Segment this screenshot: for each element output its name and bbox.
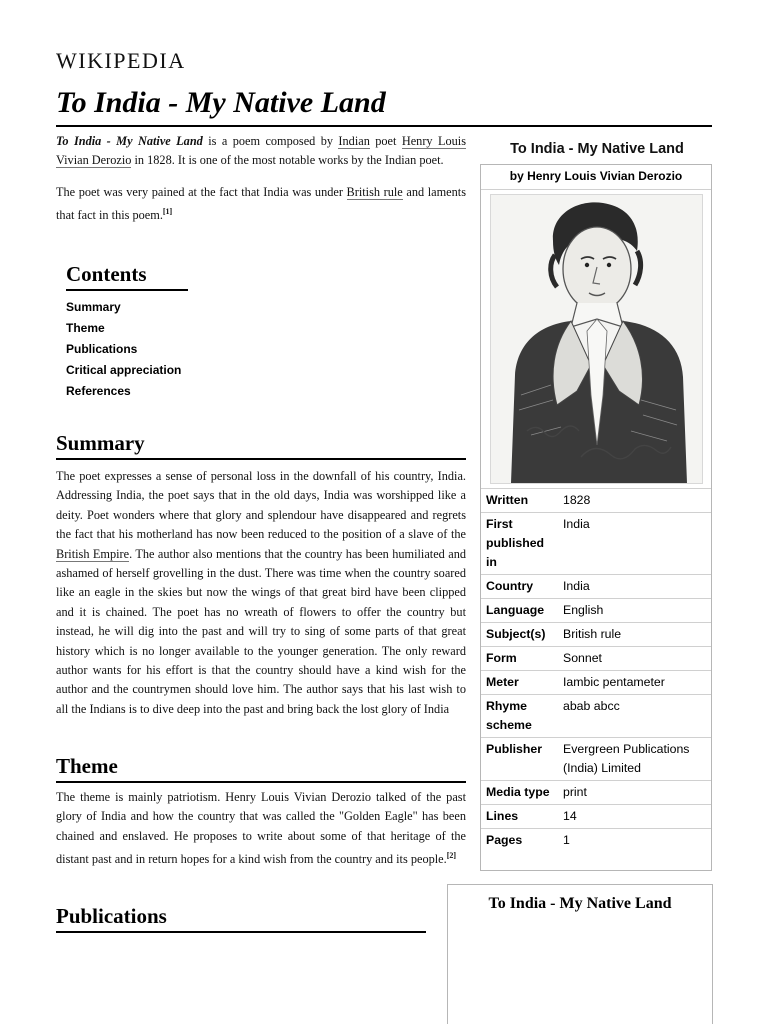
link-derozio[interactable]: Henry Louis Vivian Derozio: [56, 134, 466, 168]
link-british-rule[interactable]: British rule: [346, 184, 403, 199]
navbox-title: To India - My Native Land: [488, 895, 672, 912]
infobox-label: Meter: [486, 675, 519, 689]
intro-paragraph-2: [56, 183, 466, 226]
summary-text: . The author also mentions that the country has been humiliated and ashamed of herself grovelling in the dust. There was time when the country soared like an eagle in the skies but now the wings of that great bird have been clipped and it is chained. The poet has no wreath of flowers to offer the country but instead, he will dig into the past and will try to sing of some parts of that great history which is no longer available to the younger generation. The only reward author wants for his effort is that the country should have a kind wish for the author and the countrymen should love him. The author says that his last wish to all the Indians is to dive deep into the past and bring back the lost glory of India: [56, 546, 467, 716]
toc-item-references[interactable]: References: [66, 384, 131, 398]
infobox: [480, 164, 712, 871]
link-indian[interactable]: Indian: [338, 134, 370, 148]
infobox-row-written: [481, 489, 711, 513]
portrait-illustration: [491, 195, 702, 483]
infobox-row-pages: [481, 829, 711, 852]
infobox-label: Written: [486, 493, 529, 507]
infobox-row-country: [481, 575, 711, 599]
infobox-row-language: [481, 599, 711, 623]
title-divider: [56, 125, 712, 127]
page-title: To India - My Native Land: [56, 86, 386, 119]
toc-heading: Contents: [66, 262, 188, 291]
infobox-row-media-type: [481, 781, 711, 805]
infobox-row-publisher: [481, 738, 711, 781]
intro-text: in 1828. It is one of the most notable works by the Indian poet.: [131, 153, 444, 168]
theme-paragraph: [56, 788, 466, 870]
infobox-row-first-published: [481, 513, 711, 575]
link-british-empire[interactable]: British Empire: [56, 546, 130, 561]
infobox-value: 1: [563, 833, 570, 847]
publications-heading: Publications: [56, 904, 167, 928]
reference-1[interactable]: [1]: [162, 207, 173, 217]
infobox-value: 1828: [563, 493, 591, 507]
infobox-value[interactable]: Iambic pentameter: [563, 675, 665, 689]
infobox-row-form: [481, 647, 711, 671]
summary-heading: Summary: [56, 431, 145, 455]
summary-divider: [56, 458, 466, 460]
infobox-value[interactable]: India: [563, 579, 590, 593]
infobox-title: To India - My Native Land: [510, 141, 684, 157]
infobox-value[interactable]: British rule: [563, 627, 622, 641]
infobox-row-rhyme-scheme: [481, 695, 711, 738]
intro-text: is a poem composed by: [202, 134, 339, 148]
infobox-label: First published in: [486, 517, 545, 569]
infobox-image-cell: [481, 190, 711, 489]
infobox-label: Language: [486, 603, 545, 617]
infobox-value[interactable]: Sonnet: [563, 651, 602, 665]
reference-2[interactable]: [2]: [446, 851, 457, 861]
toc-item-critical-appreciation[interactable]: Critical appreciation: [66, 363, 182, 377]
infobox-value[interactable]: India: [563, 517, 590, 531]
infobox-label: Rhyme scheme: [486, 699, 532, 732]
intro-text: The poet was very pained at the fact that India was under: [56, 184, 347, 199]
intro-text: poet: [369, 134, 402, 148]
infobox-label: Publisher: [486, 742, 543, 756]
infobox-value: print: [563, 785, 587, 799]
navbox: [447, 884, 713, 1024]
infobox-value: abab abcc: [563, 699, 620, 713]
infobox-value: 14: [563, 809, 577, 823]
toc-item-theme[interactable]: Theme: [66, 321, 105, 335]
table-of-contents: [66, 262, 188, 402]
infobox-row-subjects: [481, 623, 711, 647]
infobox-row-meter: [481, 671, 711, 695]
toc-item-summary[interactable]: Summary: [66, 300, 121, 314]
infobox-label: Pages: [486, 833, 523, 847]
theme-text: The theme is mainly patriotism. Henry Louis Vivian Derozio talked of the past glory of India and how the country that was called the "Golden Eagle" has been chained and enslaved. He proposes to write about some of that heritage of the distant past and in return hopes for a kind wish from the country and its people.: [56, 790, 466, 867]
intro-paragraph: [56, 132, 466, 171]
infobox-label: Media type: [486, 785, 550, 799]
theme-section: [56, 788, 466, 870]
theme-divider: [56, 781, 466, 783]
toc-item-publications[interactable]: Publications: [66, 342, 138, 356]
infobox-value: Evergreen Publications (India) Limited: [563, 742, 690, 775]
infobox-label: Subject(s): [486, 627, 546, 641]
publications-divider: [56, 931, 426, 933]
portrait-image[interactable]: [490, 194, 703, 484]
summary-text: The poet expresses a sense of personal loss in the downfall of his country, India. Addressing India, the poet says that in the old days, India was worshipped like a deity. Poet wonders where that glory and splendour have disappeared and regrets the fact that his motherland has now been reduced to the position of a slave of the: [56, 469, 466, 542]
intro-section: [56, 132, 466, 226]
infobox-label: Lines: [486, 809, 519, 823]
infobox-label: Form: [486, 651, 517, 665]
infobox-label: Country: [486, 579, 534, 593]
infobox-value[interactable]: English: [563, 603, 604, 617]
theme-heading: Theme: [56, 754, 118, 778]
wikipedia-wordmark[interactable]: WIKIPEDIA: [56, 48, 186, 73]
infobox-row-lines: [481, 805, 711, 829]
summary-section: [56, 467, 466, 719]
intro-bold-title: To India - My Native Land: [56, 134, 203, 148]
summary-paragraph: [56, 467, 466, 719]
intro-text: and laments that fact in this poem.: [56, 184, 466, 223]
infobox-subtitle: by Henry Louis Vivian Derozio: [481, 165, 711, 190]
